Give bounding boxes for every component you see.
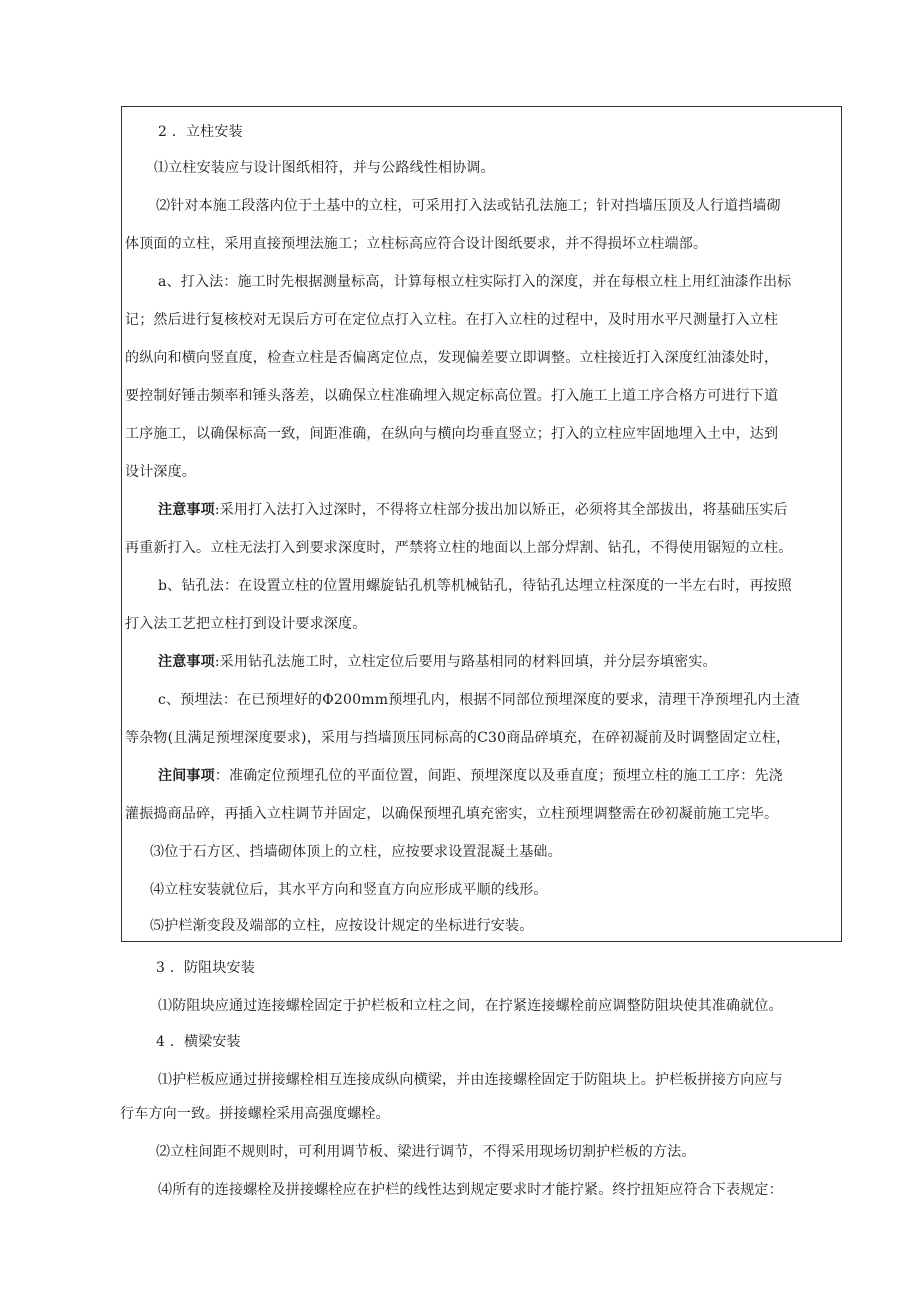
method-c-line-1: c、预埋法：在已预埋好的Φ200mm预埋孔内，根据不同部位预埋深度的要求，清理干净预埋孔内土渣 bbox=[158, 692, 800, 708]
note-2-label: 注意事项 bbox=[158, 654, 215, 670]
section-2-heading: 2 ．立柱安装 bbox=[158, 124, 243, 140]
section-2-paragraph-1: ⑴立柱安装应与设计图纸相符，并与公路线性相协调。 bbox=[154, 160, 495, 176]
note-3-line-2: 灌振捣商品碎，再插入立柱调节并固定，以确保预埋孔填充密实，立柱预埋调整需在砂初凝前施工完毕。 bbox=[125, 806, 779, 822]
method-a-line-2: 记；然后进行复核校对无误后方可在定位点打入立柱。在打入立柱的过程中，及时用水平尺测量打入立柱 bbox=[125, 312, 779, 328]
method-a-line-3: 的纵向和横向竖直度，检查立柱是否偏离定位点，发现偏差要立即调整。立柱接近打入深度红油漆处时， bbox=[125, 350, 779, 366]
note-3-line-1 bbox=[158, 766, 783, 786]
method-a-line-4: 要控制好锤击频率和锤头落差，以确保立柱准确埋入规定标高位置。打入施工上道工序合格方可进行下道 bbox=[125, 388, 779, 404]
note-3-text: ：准确定位预埋孔位的平面位置，间距、预埋深度以及垂直度；预埋立柱的施工工序：先浇 bbox=[214, 768, 783, 784]
section-2-paragraph-2-line-1: ⑵针对本施工段落内位于土基中的立柱，可采用打入法或钻孔法施工；针对挡墙压顶及人行道挡墙砌 bbox=[156, 198, 781, 214]
method-b-line-2: 打入法工艺把立柱打到设计要求深度。 bbox=[125, 616, 367, 632]
note-2-line bbox=[158, 652, 717, 672]
method-b-line-1: b、钻孔法：在设置立柱的位置用螺旋钻孔机等机械钻孔，待钻孔达埋立柱深度的一半左右时，再按照 bbox=[158, 578, 792, 594]
section-2-paragraph-4: ⑷立柱安装就位后，其水平方向和竖直方向应形成平顺的线形。 bbox=[150, 882, 548, 898]
method-a-line-5: 工序施工，以确保标高一致，间距准确，在纵向与横向均垂直竖立；打入的立柱应牢固地埋入土中，达到 bbox=[125, 426, 779, 442]
note-2-text: :采用钻孔法施工时，立柱定位后要用与路基相同的材料回填，并分层夯填密实。 bbox=[214, 654, 717, 670]
section-4-paragraph-2: ⑵立柱间距不规则时，可利用调节板、梁进行调节，不得采用现场切割护栏板的方法。 bbox=[156, 1144, 696, 1160]
note-1-text: :采用打入法打入过深时，不得将立柱部分拔出加以矫正，必须将其全部拔出，将基础压实后 bbox=[214, 502, 788, 518]
section-4-paragraph-1-line-1: ⑴护栏板应通过拼接螺栓相互连接成纵向横梁，并由连接螺栓固定于防阻块上。护栏板拼接方向应与 bbox=[158, 1072, 783, 1088]
note-1-line-2: 再重新打入。立柱无法打入到要求深度时，严禁将立柱的地面以上部分焊割、钻孔，不得使用锯短的立柱。 bbox=[125, 540, 793, 556]
section-2-paragraph-3: ⑶位于石方区、挡墙砌体顶上的立柱，应按要求设置混凝土基础。 bbox=[150, 844, 562, 860]
method-a-line-6: 设计深度。 bbox=[125, 464, 196, 480]
section-4-paragraph-1-line-2: 行车方向一致。拼接螺栓采用高强度螺栓。 bbox=[120, 1106, 390, 1122]
section-2-paragraph-5: ⑸护栏渐变段及端部的立柱，应按设计规定的坐标进行安装。 bbox=[150, 918, 534, 934]
section-3-paragraph-1: ⑴防阻块应通过连接螺栓固定于护栏板和立柱之间，在拧紧连接螺栓前应调整防阻块使其准确就位。 bbox=[158, 998, 783, 1014]
method-c-line-2: 等杂物(且满足预埋深度要求)，采用与挡墙顶压同标高的C30商品碎填充，在碎初凝前及时调整固定立柱， bbox=[125, 730, 791, 746]
note-1-label: 注意事项 bbox=[158, 502, 215, 518]
note-3-label: 注间事项 bbox=[158, 768, 215, 784]
method-a-line-1: a、打入法：施工时先根据测量标高，计算每根立柱实际打入的深度，并在每根立柱上用红油漆作出标 bbox=[158, 274, 792, 290]
section-4-paragraph-4: ⑷所有的连接螺栓及拼接螺栓应在护栏的线性达到规定要求时才能拧紧。终拧扭矩应符合下表规定： bbox=[158, 1182, 783, 1198]
section-2-paragraph-2-line-2: 体顶面的立柱，采用直接预埋法施工；立柱标高应符合设计图纸要求，并不得损坏立柱端部。 bbox=[125, 236, 708, 252]
section-4-heading: 4 ．横梁安装 bbox=[156, 1034, 241, 1050]
section-3-heading: 3 ．防阻块安装 bbox=[156, 960, 255, 976]
note-1-line-1 bbox=[158, 500, 788, 520]
